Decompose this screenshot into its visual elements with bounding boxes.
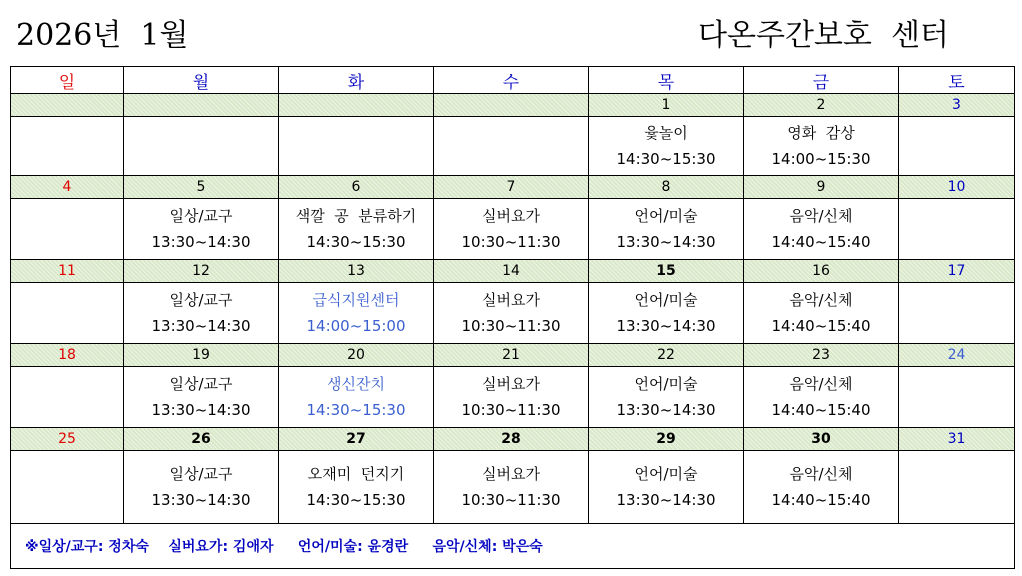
- weekday-mon: 월: [124, 67, 279, 94]
- date-cell-fri: 9: [744, 176, 899, 199]
- activity-name: 실버요가: [482, 465, 540, 483]
- week-4-dates: [11, 344, 1015, 367]
- activity-cell-thu: [589, 367, 744, 428]
- week-1-dates: [11, 94, 1015, 117]
- activity-name: 언어/미술: [634, 207, 698, 225]
- date-cell-tue: 20: [279, 344, 434, 367]
- date-cell-fri: 2: [744, 94, 899, 117]
- date-cell-mon: [124, 94, 279, 117]
- date-cell-sun: 11: [11, 260, 124, 283]
- date-cell-sat: 17: [899, 260, 1015, 283]
- activity-time: 14:00~15:00: [306, 317, 406, 335]
- date-cell-mon: 19: [124, 344, 279, 367]
- activity-name: 언어/미술: [634, 375, 698, 393]
- activity-cell-tue: [279, 367, 434, 428]
- weekday-tue: 화: [279, 67, 434, 94]
- week-2-activities: [11, 199, 1015, 260]
- activity-cell-mon: [124, 117, 279, 176]
- activity-time: 13:30~14:30: [616, 491, 716, 509]
- activity-time: 14:00~15:30: [771, 150, 871, 168]
- date-cell-sun: 18: [11, 344, 124, 367]
- date-cell-thu: 29: [589, 428, 744, 451]
- weekday-sat: 토: [899, 67, 1015, 94]
- activity-time: 14:40~15:40: [771, 233, 871, 251]
- activity-cell-fri: [744, 199, 899, 260]
- week-2-dates: [11, 176, 1015, 199]
- activity-cell-sat: [899, 199, 1015, 260]
- activity-cell-thu: [589, 199, 744, 260]
- activity-time: 14:30~15:30: [306, 401, 406, 419]
- activity-cell-wed: [434, 117, 589, 176]
- activity-cell-mon: [124, 451, 279, 524]
- activity-cell-sat: [899, 117, 1015, 176]
- activity-cell-fri: [744, 367, 899, 428]
- activity-time: 13:30~14:30: [151, 401, 251, 419]
- date-cell-fri: 16: [744, 260, 899, 283]
- date-cell-tue: 13: [279, 260, 434, 283]
- date-cell-thu: 15: [589, 260, 744, 283]
- activity-name: 윷놀이: [644, 124, 688, 142]
- activity-cell-sat: [899, 283, 1015, 344]
- date-cell-tue: [279, 94, 434, 117]
- weekday-header-row: [11, 67, 1015, 94]
- date-cell-sun: 25: [11, 428, 124, 451]
- activity-time: 14:30~15:30: [306, 233, 406, 251]
- activity-cell-fri: [744, 451, 899, 524]
- date-cell-sat: 3: [899, 94, 1015, 117]
- date-cell-tue: 6: [279, 176, 434, 199]
- date-cell-sat: 31: [899, 428, 1015, 451]
- activity-name: 색깔 공 분류하기: [295, 207, 417, 225]
- date-cell-sun: [11, 94, 124, 117]
- weekday-sun: 일: [11, 67, 124, 94]
- activity-name: 음악/신체: [789, 375, 853, 393]
- week-3-dates: [11, 260, 1015, 283]
- activity-cell-sun: [11, 367, 124, 428]
- week-3-activities: [11, 283, 1015, 344]
- activity-cell-sat: [899, 367, 1015, 428]
- date-cell-thu: 8: [589, 176, 744, 199]
- date-cell-thu: 1: [589, 94, 744, 117]
- activity-cell-sun: [11, 199, 124, 260]
- activity-time: 13:30~14:30: [151, 233, 251, 251]
- activity-cell-sun: [11, 451, 124, 524]
- activity-cell-sun: [11, 283, 124, 344]
- activity-time: 10:30~11:30: [461, 233, 561, 251]
- week-5-dates: [11, 428, 1015, 451]
- activity-name: 언어/미술: [634, 291, 698, 309]
- activity-name: 오재미 던지기: [307, 465, 405, 483]
- activity-cell-thu: [589, 117, 744, 176]
- activity-cell-sun: [11, 117, 124, 176]
- activity-name: 일상/교구: [169, 375, 233, 393]
- activity-name: 실버요가: [482, 291, 540, 309]
- activity-cell-tue: [279, 451, 434, 524]
- weekday-thu: 목: [589, 67, 744, 94]
- calendar-table: [10, 66, 1015, 569]
- center-name: 다온주간보호 센터: [698, 18, 949, 53]
- week-1-activities: [11, 117, 1015, 176]
- activity-name: 실버요가: [482, 375, 540, 393]
- activity-name: 음악/신체: [789, 465, 853, 483]
- footer-row: [11, 524, 1015, 569]
- date-cell-tue: 27: [279, 428, 434, 451]
- activity-name: 음악/신체: [789, 207, 853, 225]
- activity-cell-mon: [124, 367, 279, 428]
- activity-cell-wed: [434, 199, 589, 260]
- activity-name: 생신잔치: [327, 375, 385, 393]
- activity-name: 언어/미술: [634, 465, 698, 483]
- date-cell-sun: 4: [11, 176, 124, 199]
- activity-time: 14:30~15:30: [306, 491, 406, 509]
- date-cell-wed: 28: [434, 428, 589, 451]
- activity-time: 13:30~14:30: [616, 401, 716, 419]
- activity-time: 13:30~14:30: [151, 491, 251, 509]
- date-cell-wed: 7: [434, 176, 589, 199]
- activity-name: 일상/교구: [169, 465, 233, 483]
- date-cell-fri: 23: [744, 344, 899, 367]
- activity-time: 13:30~14:30: [616, 233, 716, 251]
- activity-cell-tue: [279, 117, 434, 176]
- date-cell-mon: 26: [124, 428, 279, 451]
- activity-cell-sat: [899, 451, 1015, 524]
- activity-time: 14:30~15:30: [616, 150, 716, 168]
- activity-cell-fri: [744, 283, 899, 344]
- activity-name: 실버요가: [482, 207, 540, 225]
- date-cell-mon: 5: [124, 176, 279, 199]
- activity-cell-fri: [744, 117, 899, 176]
- activity-name: 일상/교구: [169, 207, 233, 225]
- activity-time: 14:40~15:40: [771, 401, 871, 419]
- week-5-activities: [11, 451, 1015, 524]
- activity-cell-thu: [589, 451, 744, 524]
- activity-cell-tue: [279, 199, 434, 260]
- activity-cell-wed: [434, 283, 589, 344]
- activity-time: 10:30~11:30: [461, 317, 561, 335]
- activity-name: 일상/교구: [169, 291, 233, 309]
- date-cell-wed: 21: [434, 344, 589, 367]
- date-cell-wed: 14: [434, 260, 589, 283]
- date-cell-fri: 30: [744, 428, 899, 451]
- activity-cell-mon: [124, 283, 279, 344]
- activity-cell-wed: [434, 367, 589, 428]
- date-cell-thu: 22: [589, 344, 744, 367]
- activity-time: 14:40~15:40: [771, 491, 871, 509]
- activity-time: 10:30~11:30: [461, 401, 561, 419]
- staff-note: [11, 524, 1015, 569]
- activity-time: 14:40~15:40: [771, 317, 871, 335]
- date-cell-mon: 12: [124, 260, 279, 283]
- date-cell-sat: 10: [899, 176, 1015, 199]
- activity-cell-tue: [279, 283, 434, 344]
- activity-name: 급식지원센터: [312, 291, 400, 309]
- activity-time: 10:30~11:30: [461, 491, 561, 509]
- activity-cell-thu: [589, 283, 744, 344]
- date-cell-sat: 24: [899, 344, 1015, 367]
- activity-time: 13:30~14:30: [151, 317, 251, 335]
- activity-time: 13:30~14:30: [616, 317, 716, 335]
- date-cell-wed: [434, 94, 589, 117]
- activity-name: 음악/신체: [789, 291, 853, 309]
- staff-note-text: ※일상/교구: 정차숙 실버요가: 김애자 언어/미술: 윤경란 음악/신체: 박은숙: [25, 539, 543, 555]
- activity-cell-mon: [124, 199, 279, 260]
- week-4-activities: [11, 367, 1015, 428]
- month-title: 2026년 1월: [16, 18, 189, 53]
- activity-name: 영화 감상: [787, 124, 855, 142]
- weekday-fri: 금: [744, 67, 899, 94]
- activity-cell-wed: [434, 451, 589, 524]
- weekday-wed: 수: [434, 67, 589, 94]
